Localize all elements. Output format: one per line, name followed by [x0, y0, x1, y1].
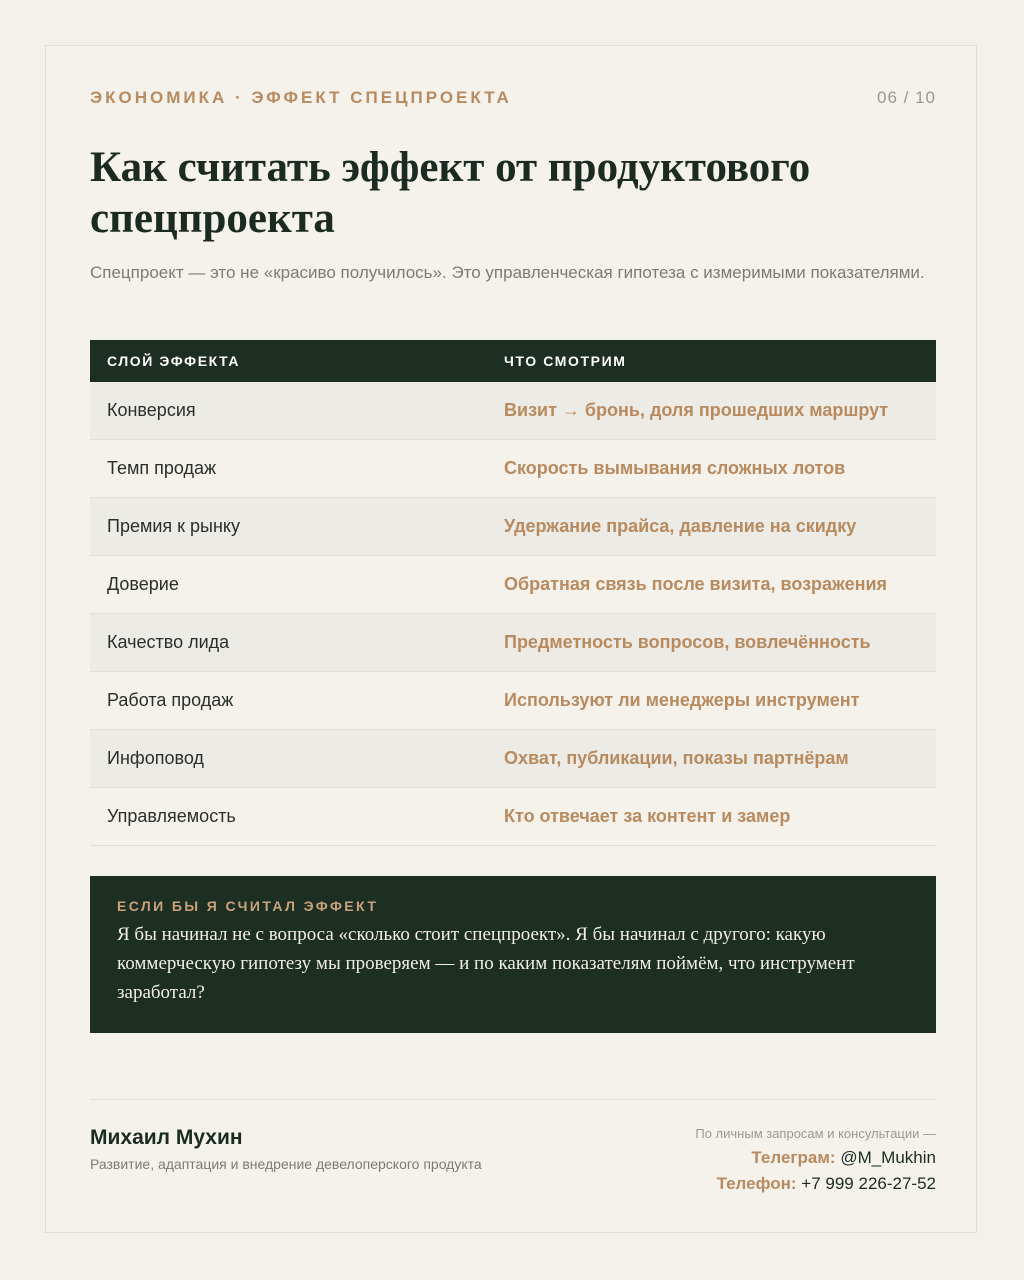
callout-box [90, 876, 936, 1033]
author-role: Развитие, адаптация и внедрение девелоперского продукта [90, 1156, 482, 1172]
effect-metric-cell: Удержание прайса, давление на скидку [487, 498, 936, 556]
table-row [90, 614, 936, 672]
effect-layer-cell: Управляемость [90, 788, 487, 846]
table-row [90, 556, 936, 614]
table-row [90, 672, 936, 730]
effect-layer-cell: Конверсия [90, 382, 487, 440]
effect-layer-cell: Доверие [90, 556, 487, 614]
table-header [90, 340, 936, 382]
table-row [90, 382, 936, 440]
section-kicker: ЭКОНОМИКА · ЭФФЕКТ СПЕЦПРОЕКТА [90, 88, 512, 107]
callout-text: Я бы начинал не с вопроса «сколько стоит спецпроект». Я бы начинал с другого: какую коммерческую гипотезу мы проверяем — и по каким показателям поймём, что инструмент заработал? [117, 924, 855, 1003]
effect-metric-cell: Используют ли менеджеры инструмент [487, 672, 936, 730]
top-bar [90, 88, 936, 112]
effect-metric-cell: Скорость вымывания сложных лотов [487, 440, 936, 498]
phone-label: Телефон: [716, 1174, 797, 1193]
slide-card [45, 45, 977, 1233]
effect-metric-cell: Кто отвечает за контент и замер [487, 788, 936, 846]
telegram-line [695, 1145, 936, 1171]
table-body [90, 382, 936, 846]
effect-layer-cell: Премия к рынку [90, 498, 487, 556]
effect-metric-cell: Обратная связь после визита, возражения [487, 556, 936, 614]
effects-table [90, 340, 936, 846]
page-subtitle: Спецпроект — это не «красиво получилось». Это управленческая гипотеза с измеримыми показателями. [90, 263, 925, 282]
effect-layer-cell: Качество лида [90, 614, 487, 672]
contacts-note: По личным запросам и консультации — [695, 1126, 936, 1141]
effect-layer-cell: Инфоповод [90, 730, 487, 788]
table-row [90, 440, 936, 498]
column-header-layer: СЛОЙ ЭФФЕКТА [90, 340, 487, 382]
footer-divider [90, 1099, 936, 1100]
effect-metric-cell: Охват, публикации, показы партнёрам [487, 730, 936, 788]
effect-layer-cell: Темп продаж [90, 440, 487, 498]
author-name: Михаил Мухин [90, 1126, 243, 1149]
page-counter: 06 / 10 [877, 88, 936, 107]
column-header-metric: ЧТО СМОТРИМ [487, 340, 936, 382]
contacts-block [695, 1126, 936, 1197]
telegram-label: Телеграм: [751, 1148, 836, 1167]
callout-label: ЕСЛИ БЫ Я СЧИТАЛ ЭФФЕКТ [117, 898, 379, 914]
effect-metric-cell: Визит → бронь, доля прошедших маршрут [487, 382, 936, 440]
phone-number[interactable]: +7 999 226-27-52 [801, 1174, 936, 1193]
table-row [90, 498, 936, 556]
telegram-handle[interactable]: @M_Mukhin [840, 1148, 936, 1167]
table-row [90, 788, 936, 846]
effect-metric-cell: Предметность вопросов, вовлечённость [487, 614, 936, 672]
effect-layer-cell: Работа продаж [90, 672, 487, 730]
table-row [90, 730, 936, 788]
page-title: Как считать эффект от продуктового спецпроекта [90, 144, 811, 242]
phone-line [695, 1171, 936, 1197]
